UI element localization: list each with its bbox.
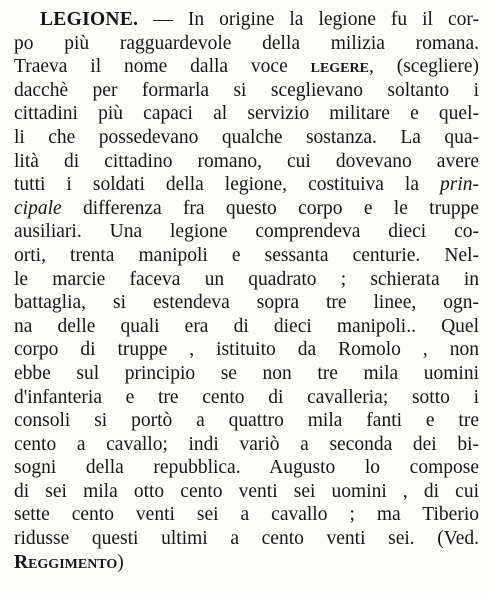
entry-line-16 — [14, 362, 479, 386]
entry-line-2 — [14, 32, 479, 56]
entry-line-text: sette cento venti sei a cavallo ; ma Tiberio — [14, 504, 479, 526]
entry-line-7 — [14, 150, 479, 174]
entry-line-text: corpo di truppe , istituito da Romolo , non — [14, 339, 479, 361]
entry-line-3 — [14, 55, 479, 79]
entry-line-23 — [14, 527, 479, 551]
entry-line-4 — [14, 79, 479, 103]
entry-line-text: ridusse questi ultimi a cento venti sei. (Ved. — [14, 528, 479, 550]
entry-line-text: battaglia, si estendeva sopra tre linee, ogn- — [14, 292, 479, 314]
entry-line-text: differenza fra questo corpo e le truppe — [61, 197, 479, 219]
entry-line-text: , (scegliere) — [368, 56, 479, 78]
entry-line-5 — [14, 102, 479, 126]
entry-line-9 — [14, 197, 479, 221]
entry-line-19 — [14, 433, 479, 457]
entry-line-13 — [14, 291, 479, 315]
dictionary-entry-legione — [14, 8, 479, 574]
entry-line-17 — [14, 386, 479, 410]
entry-line-22 — [14, 503, 479, 527]
entry-line-text: cittadini più capaci al servizio militare e quel- — [14, 103, 479, 125]
entry-headword: LEGIONE. — [40, 9, 139, 30]
entry-line-text: tutti i soldati della legione, costituiva la — [14, 174, 440, 196]
entry-line-text: po più ragguardevole della milizia romana. — [14, 32, 479, 54]
entry-line-text: ausiliari. Una legione comprendeva dieci co- — [14, 221, 479, 243]
entry-line-text: dacchè per formarla si sceglievano soltanto i — [14, 79, 479, 101]
entry-line-text: di sei mila otto cento venti sei uomini , di cui — [14, 480, 479, 502]
entry-line-21 — [14, 480, 479, 504]
entry-line-12 — [14, 268, 479, 292]
entry-line-14 — [14, 315, 479, 339]
entry-line-text: Traeva il nome dalla voce — [14, 56, 311, 78]
entry-line-text: na delle quali era di dieci manipoli.. Quel — [14, 315, 479, 337]
entry-line-11 — [14, 244, 479, 268]
entry-line-text: orti, trenta manipoli e sessanta centurie. Nel- — [14, 244, 479, 266]
italic-text: cipale — [14, 197, 62, 219]
entry-line-text: — In origine la legione fu il cor- — [138, 9, 479, 30]
entry-line-text: sogni della repubblica. Augusto lo compose — [14, 457, 479, 479]
entry-line-24 — [14, 551, 479, 575]
entry-line-10 — [14, 220, 479, 244]
italic-text: prin- — [440, 174, 479, 196]
entry-line-text: consoli si portò a quattro mila fanti e tre — [14, 410, 479, 432]
entry-line-8 — [14, 173, 479, 197]
cross-reference-link[interactable]: Reggimento — [14, 551, 118, 573]
entry-line-text: li che possedevano qualche sostanza. La qua- — [14, 126, 479, 148]
entry-line-20 — [14, 456, 479, 480]
entry-line-15 — [14, 338, 479, 362]
entry-line-18 — [14, 409, 479, 433]
entry-line-text: d'infanteria e tre cento di cavalleria; sotto i — [14, 386, 479, 408]
entry-line-text: ) — [117, 551, 124, 573]
entry-line-text: cento a cavallo; indi variò a seconda dei bi- — [14, 433, 479, 455]
entry-line-text: lità di cittadino romano, cui dovevano avere — [14, 150, 479, 172]
entry-line-text: le marcie faceva un quadrato ; schierata in — [14, 268, 479, 290]
entry-line-6 — [14, 126, 479, 150]
entry-line-1 — [14, 8, 479, 32]
entry-line-text: ebbe sul principio se non tre mila uomini — [14, 362, 479, 384]
etymology-word: legere — [310, 56, 369, 78]
